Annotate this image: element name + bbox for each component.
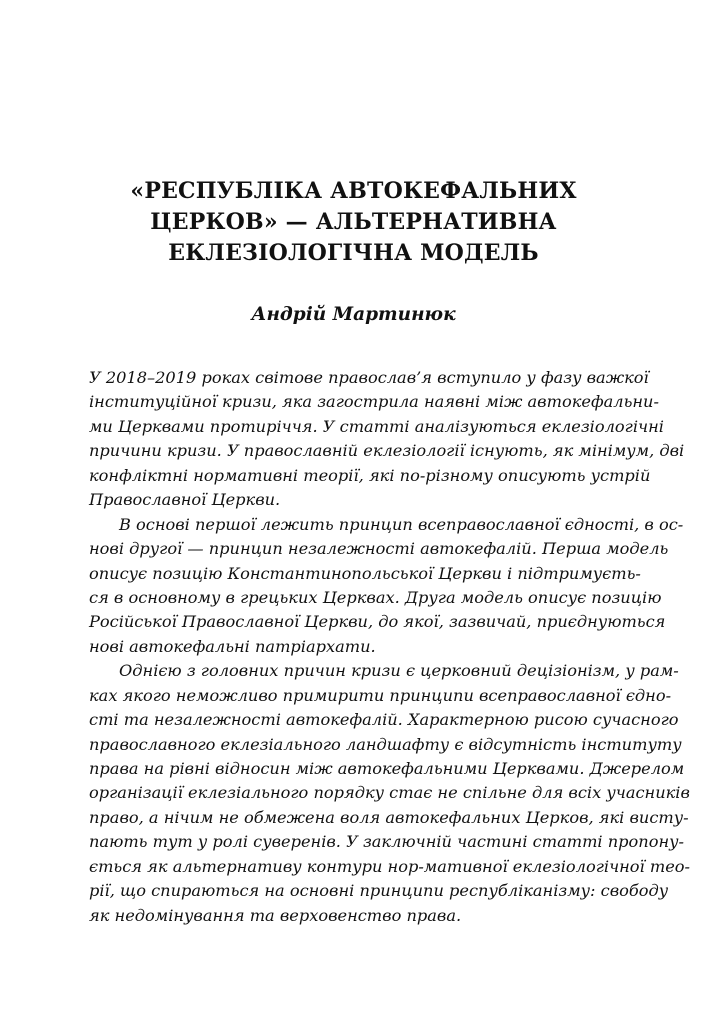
abstract-line: організації еклезіального порядку стає не спільне для всіх учасників xyxy=(89,783,690,803)
abstract-line: Православної Церкви. xyxy=(89,490,281,510)
abstract-line: як недомінування та верховенство права. xyxy=(89,905,462,925)
article-title xyxy=(0,176,707,269)
abstract-line: ється як альтернативу контури нор-мативної еклезіологічної тео- xyxy=(89,856,691,876)
abstract-line: права на рівні відносин між автокефальними Церквами. Джерелом xyxy=(89,759,685,778)
abstract-line: причини кризи. У православній еклезіології існують, як мінімум, дві xyxy=(89,441,685,461)
abstract-line: нові автокефальні патріархати. xyxy=(89,636,376,656)
title-line: «РЕСПУБЛІКА АВТОКЕФАЛЬНИХ xyxy=(130,178,577,204)
abstract-line: конфліктні нормативні теорії, які по-різному описують устрій xyxy=(89,465,651,485)
abstract-line: рії, що спираються на основні принципи республіканізму: свободу xyxy=(89,881,669,901)
abstract-line: право, а нічим не обмежена воля автокефальних Церков, які висту- xyxy=(89,807,689,827)
abstract-line: ся в основному в грецьких Церквах. Друга модель описує позицію xyxy=(89,587,662,607)
abstract xyxy=(89,366,691,928)
abstract-line: православного еклезіального ландшафту є відсутність інституту xyxy=(89,734,682,754)
abstract-line: Однією з головних причин кризи є церковний децізіонізм, у рам- xyxy=(119,661,679,681)
author-name: Андрій Мартинюк xyxy=(251,304,456,325)
title-line: ЕКЛЕЗІОЛОГІЧНА МОДЕЛЬ xyxy=(168,240,539,266)
abstract-line: пають тут у ролі суверенів. У заключній частині статті пропону- xyxy=(89,832,684,852)
abstract-line: Російської Православної Церкви, до якої, зазвичай, приєднуються xyxy=(89,612,666,632)
abstract-line: описує позицію Константинопольської Церкви і підтримуєть- xyxy=(89,563,641,583)
abstract-line: ках якого неможливо примирити принципи всеправославної єдно- xyxy=(89,685,672,705)
abstract-line: інституційної кризи, яка загострила наявні між автокефальни- xyxy=(89,392,659,412)
abstract-line: У 2018–2019 роках світове православ’я вступило у фазу важкої xyxy=(89,368,649,387)
abstract-line: сті та незалежності автокефалій. Характерною рисою сучасного xyxy=(89,710,679,730)
abstract-line: В основі першої лежить принцип всеправославної єдності, в ос- xyxy=(119,514,684,534)
title-line: ЦЕРКОВ» — АЛЬТЕРНАТИВНА xyxy=(150,209,557,235)
abstract-line: ми Церквами протиріччя. У статті аналізуються еклезіологічні xyxy=(89,416,664,436)
abstract-line: нові другої — принцип незалежності автокефалій. Перша модель xyxy=(89,539,669,559)
